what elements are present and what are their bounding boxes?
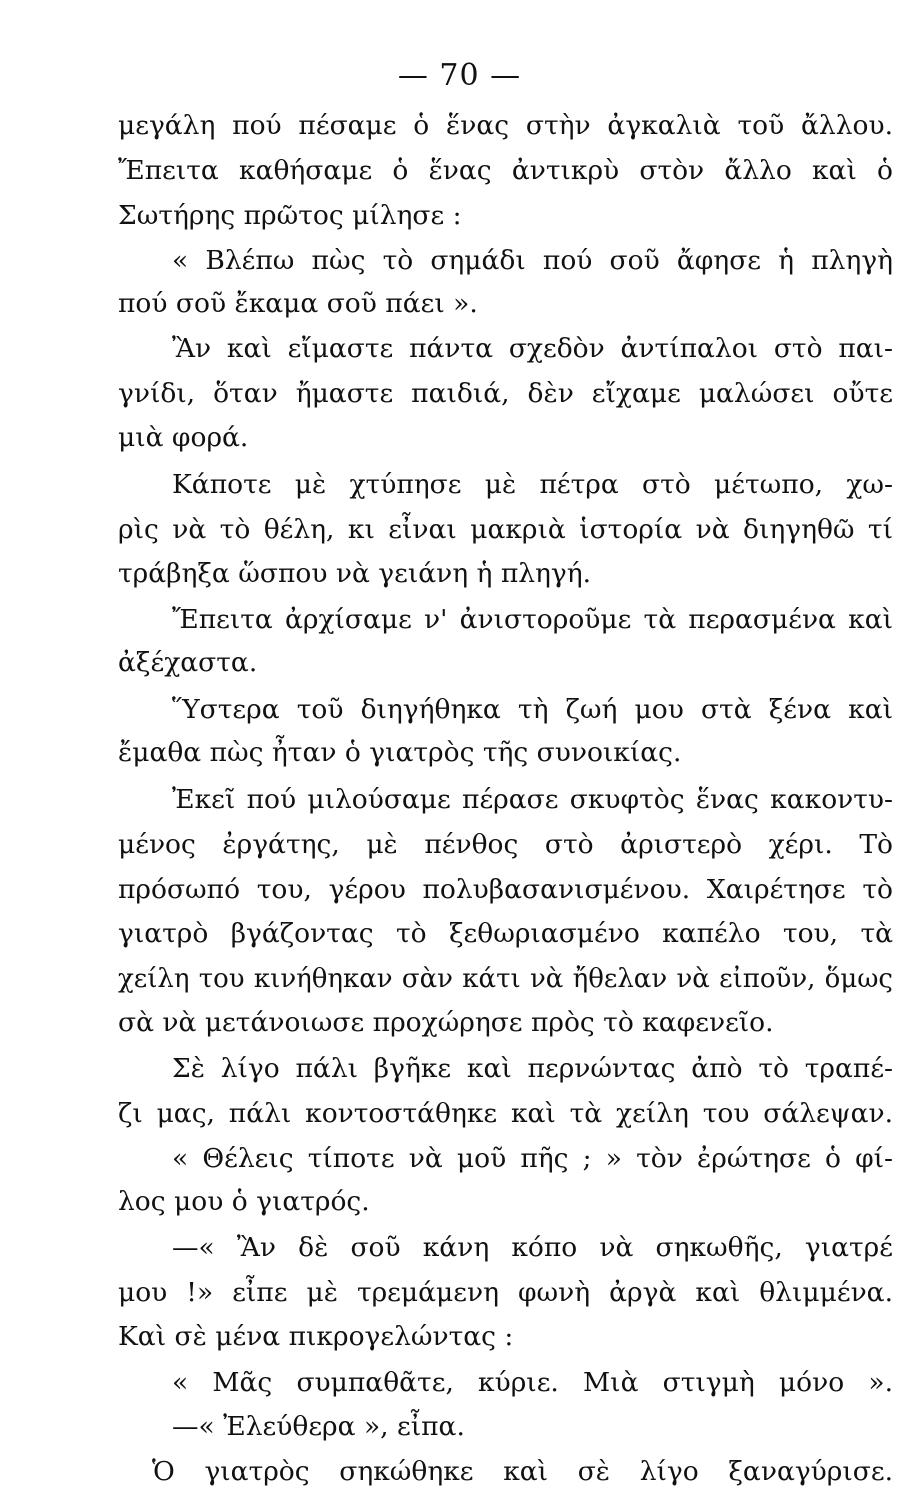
text-line: γνίδι, ὅταν ἤμαστε παιδιά, δὲν εἴχαμε μαλώσει οὔτε	[118, 378, 893, 409]
text-line: λος μου ὁ γιατρός.	[118, 1186, 370, 1217]
text-line: Κάποτε μὲ χτύπησε μὲ πέτρα στὸ μέτωπο, χω-	[172, 469, 893, 500]
text-line: πρόσωπό του, γέρου πολυβασανισμένου. Χαιρέτησε τὸ	[118, 874, 893, 905]
text-line: Σὲ λίγο πάλι βγῆκε καὶ περνώντας ἀπὸ τὸ τραπέ-	[172, 1053, 893, 1084]
text-line: —« Ἂν δὲ σοῦ κάνη κόπο νὰ σηκωθῆς, γιατρέ	[172, 1232, 893, 1263]
text-line: —« Ἐλεύθερα », εἶπα.	[172, 1411, 465, 1442]
text-line: Ἂν καὶ εἴμαστε πάντα σχεδὸν ἀντίπαλοι στὸ παι-	[172, 333, 893, 364]
text-line: ζι μας, πάλι κοντοστάθηκε καὶ τὰ χείλη του σάλεψαν.	[118, 1098, 893, 1129]
text-line: τράβηξα ὥσπου νὰ γειάνη ἡ πληγή.	[118, 558, 592, 589]
text-line: σὰ νὰ μετάνοιωσε προχώρησε πρὸς τὸ καφενεῖο.	[118, 1007, 774, 1038]
text-line: Ὕστερα τοῦ διηγήθηκα τὴ ζωή μου στὰ ξένα καὶ	[172, 694, 893, 725]
text-line: « Βλέπω πὼς τὸ σημάδι πού σοῦ ἄφησε ἡ πληγὴ	[172, 245, 893, 276]
text-line: Καὶ σὲ μένα πικρογελώντας :	[118, 1321, 514, 1352]
text-line: Σωτήρης πρῶτος μίλησε :	[118, 200, 462, 231]
text-line: γιατρὸ βγάζοντας τὸ ξεθωριασμένο καπέλο του, τὰ	[118, 918, 893, 949]
text-line: Ἔπειτα καθήσαμε ὁ ἕνας ἀντικρὺ στὸν ἄλλο καὶ ὁ	[118, 155, 893, 186]
text-line: μιὰ φορά.	[118, 422, 249, 453]
text-line: « Μᾶς συμπαθᾶτε, κύριε. Μιὰ στιγμὴ μόνο ».	[172, 1367, 893, 1398]
text-line: μένος ἐργάτης, μὲ πένθος στὸ ἀριστερὸ χέρι. Τὸ	[118, 829, 893, 860]
text-line: χείλη του κινήθηκαν σὰν κάτι νὰ ἤθελαν νὰ εἰποῦν, ὅμως	[118, 964, 893, 994]
text-line: μου !» εἶπε μὲ τρεμάμενη φωνὴ ἀργὰ καὶ θλιμμένα.	[118, 1277, 893, 1308]
text-line: ἔμαθα πὼς ἦταν ὁ γιατρὸς τῆς συνοικίας.	[118, 737, 682, 768]
text-line: « Θέλεις τίποτε νὰ μοῦ πῆς ; » τὸν ἐρώτησε ὁ φί-	[172, 1143, 893, 1174]
text-line: μεγάλη πού πέσαμε ὁ ἕνας στὴν ἀγκαλιὰ τοῦ ἄλλου.	[118, 110, 893, 141]
text-line: ἀξέχαστα.	[118, 647, 258, 678]
text-line: Ἐκεῖ πού μιλούσαμε πέρασε σκυφτὸς ἕνας κακοντυ-	[172, 784, 893, 815]
text-line: Ἔπειτα ἀρχίσαμε ν' ἀνιστοροῦμε τὰ περασμένα καὶ	[172, 604, 893, 635]
text-line: ρὶς νὰ τὸ θέλη, κι εἶναι μακριὰ ἱστορία νὰ διηγηθῶ τί	[118, 514, 893, 545]
text-line: πού σοῦ ἔκαμα σοῦ πάει ».	[118, 288, 478, 319]
text-line: Ὁ γιατρὸς σηκώθηκε καὶ σὲ λίγο ξαναγύρισε.	[152, 1456, 893, 1487]
page-number: — 70 —	[397, 58, 522, 93]
